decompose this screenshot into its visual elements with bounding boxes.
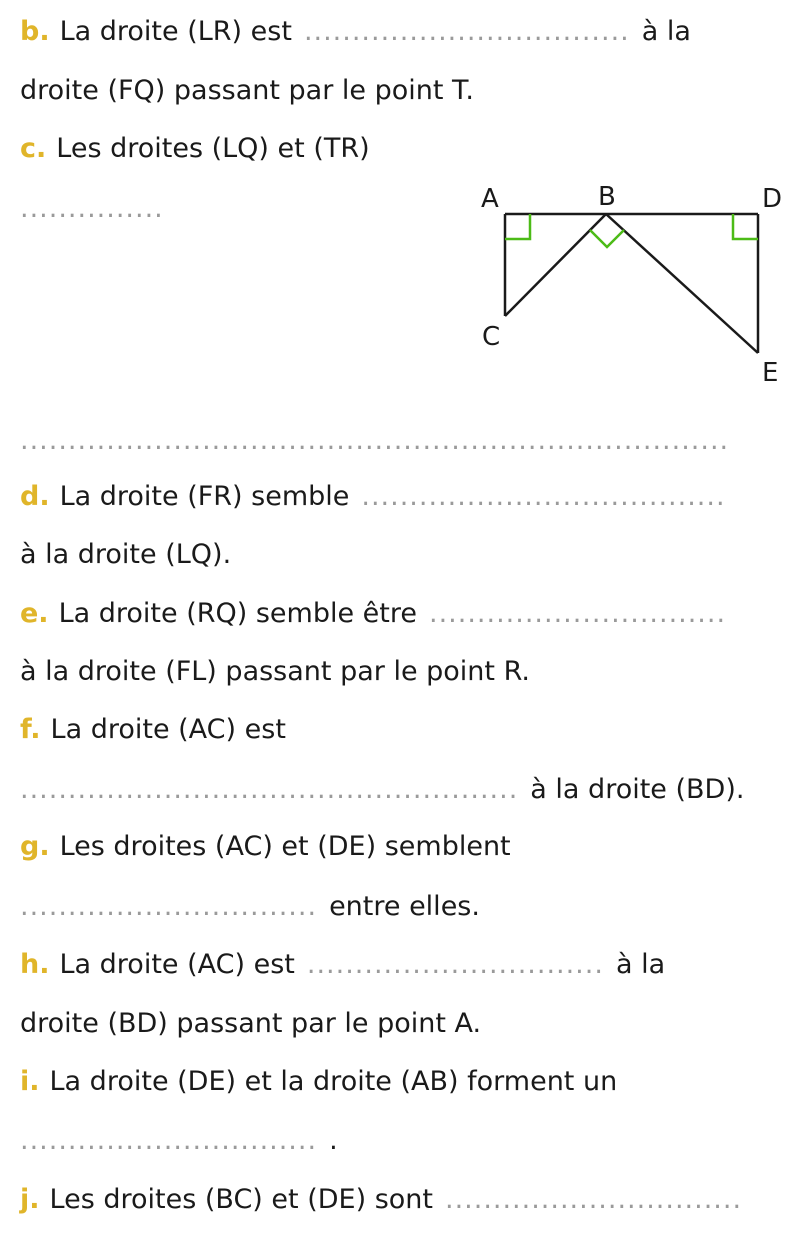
item-text: à la droite (LQ). — [20, 539, 232, 570]
item-c-blank-long — [20, 424, 729, 458]
answer-blank[interactable]: ............................... — [20, 891, 318, 922]
item-e-line1 — [20, 597, 726, 631]
item-text: droite (BD) passant par le point A. — [20, 1008, 482, 1039]
item-f-line1 — [20, 713, 286, 747]
answer-blank[interactable]: .......................................................................... — [20, 425, 730, 456]
item-letter: g. — [20, 831, 50, 862]
answer-blank[interactable]: ............................... — [444, 1184, 743, 1215]
right-angle-b — [590, 230, 624, 247]
answer-blank[interactable]: .................................. — [303, 16, 630, 47]
right-angle-d — [733, 214, 758, 239]
item-text: La droite (FR) semble — [59, 481, 350, 512]
item-text: à la droite (BD). — [530, 774, 745, 805]
right-angle-a — [505, 214, 530, 239]
item-letter: f. — [20, 714, 41, 745]
item-d-line1 — [20, 480, 726, 514]
answer-blank[interactable]: ............... — [20, 193, 164, 224]
item-text: La droite (AC) est — [50, 714, 286, 745]
point-label-e: E — [762, 358, 779, 388]
point-label-b: B — [598, 182, 616, 212]
item-letter: b. — [20, 16, 50, 47]
item-j-line1 — [20, 1183, 742, 1217]
item-text: La droite (DE) et la droite (AB) forment un — [49, 1066, 618, 1097]
item-i-line2 — [20, 1124, 338, 1158]
item-letter: h. — [20, 949, 50, 980]
answer-blank[interactable]: ...................................... — [361, 481, 726, 512]
item-text: . — [329, 1125, 338, 1156]
item-text: Les droites (AC) et (DE) semblent — [59, 831, 511, 862]
item-text: à la — [615, 949, 666, 980]
item-text: à la droite (FL) passant par le point R. — [20, 656, 530, 687]
item-text: La droite (RQ) semble être — [58, 598, 417, 629]
item-text: La droite (LR) est — [59, 16, 292, 47]
item-c-line1 — [20, 132, 370, 166]
geometry-figure — [470, 178, 800, 393]
point-label-a: A — [481, 184, 499, 214]
item-d-line2 — [20, 538, 231, 572]
item-i-line1 — [20, 1065, 617, 1099]
answer-blank[interactable]: .................................................... — [20, 774, 519, 805]
item-text: à la — [641, 16, 691, 47]
point-label-c: C — [482, 322, 501, 352]
item-text: entre elles. — [329, 891, 480, 922]
item-letter: i. — [20, 1066, 40, 1097]
item-text: Les droites (BC) et (DE) sont — [49, 1184, 433, 1215]
item-b-line1 — [20, 15, 691, 49]
point-label-d: D — [762, 184, 783, 214]
item-c-blank-short — [20, 192, 164, 226]
item-text: La droite (AC) est — [59, 949, 295, 980]
item-b-line2 — [20, 74, 474, 108]
item-letter: c. — [20, 133, 47, 164]
item-letter: e. — [20, 598, 49, 629]
item-h-line2 — [20, 1007, 481, 1041]
answer-blank[interactable]: ............................... — [306, 949, 604, 980]
item-g-line1 — [20, 830, 511, 864]
item-text: Les droites (LQ) et (TR) — [56, 133, 370, 164]
item-g-line2 — [20, 890, 480, 924]
item-text: droite (FQ) passant par le point T. — [20, 75, 474, 106]
item-h-line1 — [20, 948, 665, 982]
answer-blank[interactable]: ............................... — [429, 598, 727, 629]
item-f-line2 — [20, 773, 744, 807]
item-e-line2 — [20, 655, 530, 689]
answer-blank[interactable]: ............................... — [20, 1125, 318, 1156]
item-letter: j. — [20, 1184, 40, 1215]
item-letter: d. — [20, 481, 50, 512]
segment-be — [606, 214, 758, 353]
